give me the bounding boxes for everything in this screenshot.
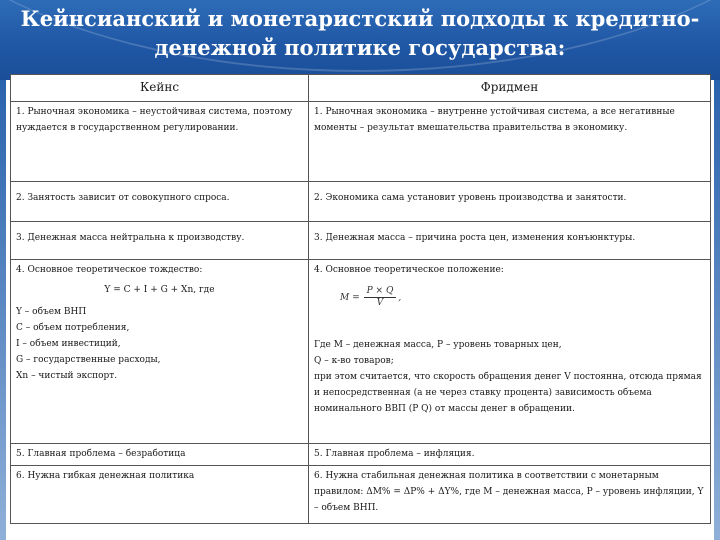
- slide-title-line-1: Кейнсианский и монетаристский подходы к кредитно-: [20, 6, 700, 31]
- keynes-legend-line: I – объем инвестиций,: [16, 339, 121, 349]
- friedman-legend-line: при этом считается, что скорость обращения денег V постоянна, отсюда прямая и непосредственная (а не через ставку процента) зависимость объема номинального ВВП (Р Q) от массы денег в обращении.: [314, 372, 702, 414]
- keynes-identity-formula: Y = C + I + G + Xn, где: [104, 285, 215, 295]
- formula-denominator: V: [376, 298, 384, 308]
- table-row: [11, 466, 711, 524]
- keynes-cell: 2. Занятость зависит от совокупного спроса.: [11, 182, 309, 222]
- quantity-equation-formula: [340, 286, 705, 309]
- friedman-cell: 3. Денежная масса – причина роста цен, изменения конъюнктуры.: [309, 222, 711, 260]
- keynes-cell: 3. Денежная масса нейтральна к производству.: [11, 222, 309, 260]
- keynes-cell: 5. Главная проблема – безработица: [11, 444, 309, 466]
- table-header-row: [11, 75, 711, 102]
- friedman-legend-line: Где М – денежная масса, Р – уровень товарных цен,: [314, 340, 562, 350]
- keynes-cell: [11, 260, 309, 444]
- friedman-item-heading: 4. Основное теоретическое положение:: [314, 265, 504, 275]
- keynes-cell: 6. Нужна гибкая денежная политика: [11, 466, 309, 524]
- column-header-keynes: Кейнс: [11, 75, 309, 102]
- friedman-cell: 6. Нужна стабильная денежная политика в соответствии с монетарным правилом: ΔМ% = ΔР% + ΔY%, где М – денежная масса, Р – уровень инфляции, Y – объем ВНП.: [309, 466, 711, 524]
- friedman-cell: 1. Рыночная экономика – внутренне устойчивая система, а все негативные моменты – результат вмешательства правительства в экономику.: [309, 102, 711, 182]
- column-header-friedman: Фридмен: [309, 75, 711, 102]
- slide-title-line-2: денежной политике государства:: [154, 35, 566, 60]
- keynes-item-heading: 4. Основное теоретическое тождество:: [16, 265, 203, 275]
- formula-numerator: P × Q: [364, 286, 397, 298]
- keynes-cell: 1. Рыночная экономика – неустойчивая система, поэтому нуждается в государственном регулировании.: [11, 102, 309, 182]
- keynes-legend-line: С – объем потребления,: [16, 323, 130, 333]
- left-decor-stripe: [0, 80, 6, 540]
- spacer: [314, 319, 705, 337]
- table-row: [11, 444, 711, 466]
- friedman-cell: 2. Экономика сама установит уровень производства и занятости.: [309, 182, 711, 222]
- keynes-legend-line: Xn – чистый экспорт.: [16, 371, 118, 381]
- formula-lhs: M =: [340, 292, 360, 303]
- slide-title: [0, 4, 720, 62]
- slide-header: [0, 0, 720, 80]
- friedman-cell: [309, 260, 711, 444]
- table-row: [11, 222, 711, 260]
- right-decor-stripe: [714, 80, 720, 540]
- formula-tail: ,: [398, 292, 402, 303]
- table-row: [11, 102, 711, 182]
- table-row: [11, 182, 711, 222]
- formula-fraction: [364, 286, 397, 309]
- keynes-legend-line: G – государственные расходы,: [16, 355, 161, 365]
- comparison-table: [10, 74, 711, 524]
- keynes-legend-line: Y – объем ВНП: [16, 307, 87, 317]
- table-row: [11, 260, 711, 444]
- friedman-cell: 5. Главная проблема – инфляция.: [309, 444, 711, 466]
- friedman-legend-line: Q – к-во товаров;: [314, 356, 394, 366]
